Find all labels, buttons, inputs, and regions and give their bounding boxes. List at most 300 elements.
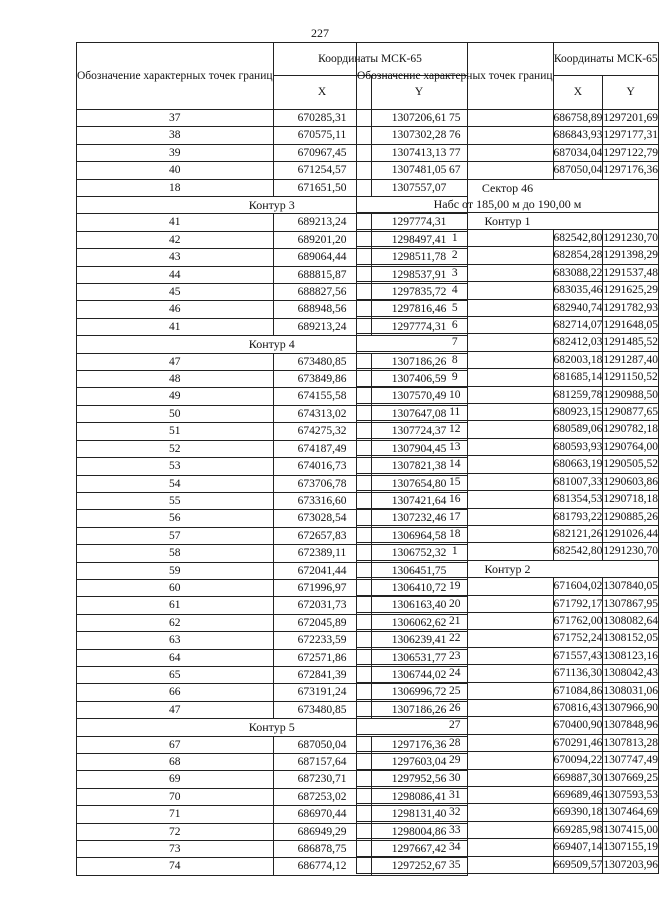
table-row xyxy=(357,856,659,873)
x-coordinate-cell: 672571,86 xyxy=(273,649,371,666)
point-id-cell: 17 xyxy=(357,508,554,525)
point-id-cell: 50 xyxy=(77,405,274,422)
point-id-cell: 8 xyxy=(357,351,554,368)
section-heading-line: Сектор 46 xyxy=(481,180,534,195)
y-coordinate-cell: 1307570,49 xyxy=(371,388,467,405)
coordinates-table-right xyxy=(356,42,659,874)
x-coordinate-cell: 670291,46 xyxy=(553,734,603,751)
point-id-cell: 46 xyxy=(77,301,274,318)
table-row xyxy=(357,491,659,508)
y-coordinate-cell: 1290603,86 xyxy=(603,473,659,490)
point-id-cell: 69 xyxy=(77,771,274,788)
point-id-cell: 13 xyxy=(357,438,554,455)
x-coordinate-cell: 682940,74 xyxy=(553,299,603,316)
x-coordinate-cell: 686878,75 xyxy=(273,841,371,858)
x-coordinate-cell: 682542,80 xyxy=(553,543,603,560)
point-id-cell: 4 xyxy=(357,282,554,299)
x-coordinate-cell: 687253,02 xyxy=(273,788,371,805)
point-id-cell: 71 xyxy=(77,806,274,823)
x-coordinate-cell: 674187,49 xyxy=(273,440,371,457)
point-id-cell: 51 xyxy=(77,423,274,440)
point-id-cell: 45 xyxy=(77,284,274,301)
point-id-cell: 10 xyxy=(357,386,554,403)
y-coordinate-cell: 1306451,75 xyxy=(371,562,467,579)
x-coordinate-cell: 686758,89 xyxy=(553,110,603,127)
table-row xyxy=(357,752,659,769)
y-coordinate-cell: 1297774,31 xyxy=(371,214,467,231)
x-coordinate-cell: 687157,64 xyxy=(273,753,371,770)
y-coordinate-cell: 1297816,46 xyxy=(371,301,467,318)
x-coordinate-cell: 680923,15 xyxy=(553,404,603,421)
page-number: 227 xyxy=(311,26,329,40)
y-coordinate-cell: 1307413,13 xyxy=(371,144,467,161)
x-coordinate-cell: 671762,00 xyxy=(553,612,603,629)
point-id-cell: 22 xyxy=(357,630,554,647)
point-id-cell: 67 xyxy=(77,736,274,753)
y-coordinate-cell: 1290505,52 xyxy=(603,456,659,473)
table-row xyxy=(357,647,659,664)
point-id-cell: 33 xyxy=(357,821,554,838)
point-id-cell: 72 xyxy=(77,823,274,840)
point-id-cell: 44 xyxy=(77,266,274,283)
y-coordinate-cell: 1306752,32 xyxy=(371,545,467,562)
y-coordinate-cell: 1291648,05 xyxy=(603,317,659,334)
x-coordinate-cell: 673480,85 xyxy=(273,701,371,718)
point-id-cell: 62 xyxy=(77,614,274,631)
table-row xyxy=(357,386,659,403)
x-coordinate-cell: 673191,24 xyxy=(273,684,371,701)
x-coordinate-cell: 671084,86 xyxy=(553,682,603,699)
x-coordinate-cell: 680593,93 xyxy=(553,438,603,455)
table-row xyxy=(357,369,659,386)
point-id-cell: 37 xyxy=(77,110,274,127)
point-id-cell: 47 xyxy=(77,353,274,370)
table-row xyxy=(357,612,659,629)
x-coordinate-cell: 669407,14 xyxy=(553,839,603,856)
section-heading-line: Контур 2 xyxy=(484,561,531,576)
y-coordinate-cell: 1307840,05 xyxy=(603,578,659,595)
y-coordinate-cell: 1291625,29 xyxy=(603,282,659,299)
y-coordinate-cell: 1308152,05 xyxy=(603,630,659,647)
point-id-cell: 68 xyxy=(77,753,274,770)
x-coordinate-cell: 682854,28 xyxy=(553,247,603,264)
point-id-cell: 48 xyxy=(77,371,274,388)
x-coordinate-cell: 674155,58 xyxy=(273,388,371,405)
section-heading-line: Контур 5 xyxy=(248,720,295,735)
y-coordinate-cell: 1307557,07 xyxy=(371,179,467,196)
point-id-cell: 52 xyxy=(77,440,274,457)
point-id-cell: 54 xyxy=(77,475,274,492)
table-row xyxy=(357,264,659,281)
x-coordinate-cell: 689213,24 xyxy=(273,214,371,231)
y-coordinate-cell: 1306163,40 xyxy=(371,597,467,614)
table-row xyxy=(357,404,659,421)
x-coordinate-cell: 682121,26 xyxy=(553,525,603,542)
point-id-cell: 41 xyxy=(77,318,274,335)
point-id-cell: 73 xyxy=(77,841,274,858)
point-id-cell: 57 xyxy=(77,527,274,544)
x-coordinate-cell: 670400,90 xyxy=(553,717,603,734)
x-coordinate-cell: 672031,73 xyxy=(273,597,371,614)
y-coordinate-cell: 1307464,69 xyxy=(603,804,659,821)
x-coordinate-cell: 686843,93 xyxy=(553,127,603,144)
y-coordinate-cell: 1297176,36 xyxy=(603,162,659,179)
point-id-cell: 20 xyxy=(357,595,554,612)
x-coordinate-cell: 674313,02 xyxy=(273,405,371,422)
x-coordinate-cell: 687034,04 xyxy=(553,144,603,161)
y-coordinate-cell: 1297252,67 xyxy=(371,858,467,875)
x-coordinate-cell: 670575,11 xyxy=(273,127,371,144)
header-y: Y xyxy=(371,76,467,110)
x-coordinate-cell: 687050,04 xyxy=(273,736,371,753)
point-id-cell: 1 xyxy=(357,230,554,247)
point-id-cell: 24 xyxy=(357,665,554,682)
point-id-cell: 53 xyxy=(77,458,274,475)
x-coordinate-cell: 686949,29 xyxy=(273,823,371,840)
point-id-cell: 56 xyxy=(77,510,274,527)
table-row xyxy=(357,665,659,682)
header-x: X xyxy=(273,76,371,110)
x-coordinate-cell: 687230,71 xyxy=(273,771,371,788)
y-coordinate-cell: 1306239,41 xyxy=(371,632,467,649)
y-coordinate-cell: 1290718,18 xyxy=(603,491,659,508)
x-coordinate-cell: 670285,31 xyxy=(273,110,371,127)
x-coordinate-cell: 682542,80 xyxy=(553,230,603,247)
point-id-cell: 1 xyxy=(357,543,554,560)
x-coordinate-cell: 671651,50 xyxy=(273,179,371,196)
header-designation: Обозначение характерных точек границ xyxy=(77,43,274,110)
x-coordinate-cell: 673706,78 xyxy=(273,475,371,492)
point-id-cell: 67 xyxy=(357,162,554,179)
x-coordinate-cell: 672389,11 xyxy=(273,545,371,562)
y-coordinate-cell: 1297835,72 xyxy=(371,284,467,301)
point-id-cell: 77 xyxy=(357,144,554,161)
table-row xyxy=(357,144,659,161)
table-row xyxy=(357,247,659,264)
y-coordinate-cell: 1291230,70 xyxy=(603,543,659,560)
y-coordinate-cell: 1298537,91 xyxy=(371,266,467,283)
y-coordinate-cell: 1307848,96 xyxy=(603,717,659,734)
y-coordinate-cell: 1307421,64 xyxy=(371,492,467,509)
header-designation: Обозначение характерных точек границ xyxy=(357,43,554,110)
point-id-cell: 55 xyxy=(77,492,274,509)
point-id-cell: 59 xyxy=(77,562,274,579)
point-id-cell: 30 xyxy=(357,769,554,786)
y-coordinate-cell: 1297774,31 xyxy=(371,318,467,335)
y-coordinate-cell: 1307821,38 xyxy=(371,458,467,475)
x-coordinate-cell: 681685,14 xyxy=(553,369,603,386)
point-id-cell: 27 xyxy=(357,717,554,734)
x-coordinate-cell: 670816,43 xyxy=(553,699,603,716)
table-row xyxy=(357,456,659,473)
x-coordinate-cell: 672233,59 xyxy=(273,632,371,649)
x-coordinate-cell: 689213,24 xyxy=(273,318,371,335)
y-coordinate-cell: 1291026,44 xyxy=(603,525,659,542)
section-heading xyxy=(357,212,659,229)
y-coordinate-cell: 1290877,65 xyxy=(603,404,659,421)
point-id-cell: 3 xyxy=(357,264,554,281)
y-coordinate-cell: 1291485,52 xyxy=(603,334,659,351)
y-coordinate-cell: 1307232,46 xyxy=(371,510,467,527)
y-coordinate-cell: 1307669,25 xyxy=(603,769,659,786)
table-row xyxy=(357,787,659,804)
point-id-cell: 75 xyxy=(357,110,554,127)
point-id-cell: 12 xyxy=(357,421,554,438)
x-coordinate-cell: 671792,17 xyxy=(553,595,603,612)
y-coordinate-cell: 1307186,26 xyxy=(371,353,467,370)
section-heading-row xyxy=(357,179,659,212)
y-coordinate-cell: 1298086,41 xyxy=(371,788,467,805)
table-row xyxy=(357,351,659,368)
y-coordinate-cell: 1307302,28 xyxy=(371,127,467,144)
x-coordinate-cell: 674016,73 xyxy=(273,458,371,475)
x-coordinate-cell: 670967,45 xyxy=(273,144,371,161)
header-coordinates: Координаты МСК-65 xyxy=(553,43,659,76)
y-coordinate-cell: 1307747,49 xyxy=(603,752,659,769)
y-coordinate-cell: 1306964,58 xyxy=(371,527,467,544)
y-coordinate-cell: 1307415,00 xyxy=(603,821,659,838)
y-coordinate-cell: 1307481,05 xyxy=(371,162,467,179)
y-coordinate-cell: 1307867,95 xyxy=(603,595,659,612)
y-coordinate-cell: 1307203,96 xyxy=(603,856,659,873)
y-coordinate-cell: 1298004,86 xyxy=(371,823,467,840)
table-row xyxy=(357,595,659,612)
x-coordinate-cell: 686774,12 xyxy=(273,858,371,875)
point-id-cell: 11 xyxy=(357,404,554,421)
point-id-cell: 70 xyxy=(77,788,274,805)
y-coordinate-cell: 1291537,48 xyxy=(603,264,659,281)
x-coordinate-cell: 683088,22 xyxy=(553,264,603,281)
x-coordinate-cell: 671557,43 xyxy=(553,647,603,664)
section-heading-row xyxy=(357,560,659,577)
y-coordinate-cell: 1291398,29 xyxy=(603,247,659,264)
x-coordinate-cell: 672657,83 xyxy=(273,527,371,544)
x-coordinate-cell: 687050,04 xyxy=(553,162,603,179)
table-row xyxy=(357,699,659,716)
point-id-cell: 29 xyxy=(357,752,554,769)
point-id-cell: 26 xyxy=(357,699,554,716)
point-id-cell: 21 xyxy=(357,612,554,629)
x-coordinate-cell: 682003,18 xyxy=(553,351,603,368)
x-coordinate-cell: 669390,18 xyxy=(553,804,603,821)
x-coordinate-cell: 670094,22 xyxy=(553,752,603,769)
x-coordinate-cell: 673028,54 xyxy=(273,510,371,527)
table-row xyxy=(357,630,659,647)
x-coordinate-cell: 672045,89 xyxy=(273,614,371,631)
y-coordinate-cell: 1307206,61 xyxy=(371,110,467,127)
table-row xyxy=(357,821,659,838)
point-id-cell: 18 xyxy=(357,525,554,542)
y-coordinate-cell: 1291782,93 xyxy=(603,299,659,316)
table-row xyxy=(357,317,659,334)
y-coordinate-cell: 1308042,43 xyxy=(603,665,659,682)
table-row xyxy=(357,334,659,351)
section-heading-line: Контур 4 xyxy=(248,337,295,352)
point-id-cell: 32 xyxy=(357,804,554,821)
table-row xyxy=(357,421,659,438)
y-coordinate-cell: 1297667,42 xyxy=(371,841,467,858)
y-coordinate-cell: 1291230,70 xyxy=(603,230,659,247)
y-coordinate-cell: 1298497,41 xyxy=(371,231,467,248)
y-coordinate-cell: 1307155,19 xyxy=(603,839,659,856)
header-coordinates: Координаты МСК-65 xyxy=(273,43,467,76)
point-id-cell: 14 xyxy=(357,456,554,473)
point-id-cell: 25 xyxy=(357,682,554,699)
table-row xyxy=(357,682,659,699)
table-row xyxy=(357,438,659,455)
table-row xyxy=(357,282,659,299)
point-id-cell: 61 xyxy=(77,597,274,614)
x-coordinate-cell: 673849,86 xyxy=(273,371,371,388)
x-coordinate-cell: 681793,22 xyxy=(553,508,603,525)
y-coordinate-cell: 1297201,69 xyxy=(603,110,659,127)
table-row xyxy=(357,734,659,751)
x-coordinate-cell: 680663,19 xyxy=(553,456,603,473)
x-coordinate-cell: 681007,33 xyxy=(553,473,603,490)
y-coordinate-cell: 1308123,16 xyxy=(603,647,659,664)
y-coordinate-cell: 1307593,53 xyxy=(603,787,659,804)
y-coordinate-cell: 1308031,06 xyxy=(603,682,659,699)
x-coordinate-cell: 669285,98 xyxy=(553,821,603,838)
y-coordinate-cell: 1307724,37 xyxy=(371,423,467,440)
x-coordinate-cell: 686970,44 xyxy=(273,806,371,823)
point-id-cell: 6 xyxy=(357,317,554,334)
header-x: X xyxy=(553,76,603,110)
y-coordinate-cell: 1306410,72 xyxy=(371,579,467,596)
point-id-cell: 60 xyxy=(77,579,274,596)
y-coordinate-cell: 1307813,28 xyxy=(603,734,659,751)
point-id-cell: 63 xyxy=(77,632,274,649)
point-id-cell: 38 xyxy=(77,127,274,144)
x-coordinate-cell: 681354,53 xyxy=(553,491,603,508)
table-row xyxy=(357,508,659,525)
point-id-cell: 2 xyxy=(357,247,554,264)
section-heading-line: Набс от 185,00 м до 190,00 м xyxy=(433,196,582,211)
section-heading-row xyxy=(357,212,659,229)
table-row xyxy=(357,769,659,786)
x-coordinate-cell: 671996,97 xyxy=(273,579,371,596)
table-row xyxy=(357,543,659,560)
section-heading xyxy=(357,560,659,577)
x-coordinate-cell: 669887,30 xyxy=(553,769,603,786)
point-id-cell: 49 xyxy=(77,388,274,405)
table-row xyxy=(357,804,659,821)
x-coordinate-cell: 689064,44 xyxy=(273,249,371,266)
x-coordinate-cell: 673316,60 xyxy=(273,492,371,509)
x-coordinate-cell: 688827,56 xyxy=(273,284,371,301)
point-id-cell: 5 xyxy=(357,299,554,316)
section-heading xyxy=(357,179,659,212)
point-id-cell: 7 xyxy=(357,334,554,351)
x-coordinate-cell: 671254,57 xyxy=(273,162,371,179)
point-id-cell: 65 xyxy=(77,666,274,683)
table-row xyxy=(357,839,659,856)
x-coordinate-cell: 680589,06 xyxy=(553,421,603,438)
y-coordinate-cell: 1298511,78 xyxy=(371,249,467,266)
x-coordinate-cell: 681259,78 xyxy=(553,386,603,403)
x-coordinate-cell: 669689,46 xyxy=(553,787,603,804)
x-coordinate-cell: 669509,57 xyxy=(553,856,603,873)
y-coordinate-cell: 1297603,04 xyxy=(371,753,467,770)
x-coordinate-cell: 671604,02 xyxy=(553,578,603,595)
y-coordinate-cell: 1306996,72 xyxy=(371,684,467,701)
section-heading-line: Контур 3 xyxy=(248,198,295,213)
y-coordinate-cell: 1307186,26 xyxy=(371,701,467,718)
x-coordinate-cell: 671752,24 xyxy=(553,630,603,647)
section-heading-line: Контур 1 xyxy=(484,213,531,228)
y-coordinate-cell: 1306062,62 xyxy=(371,614,467,631)
x-coordinate-cell: 671136,30 xyxy=(553,665,603,682)
x-coordinate-cell: 673480,85 xyxy=(273,353,371,370)
x-coordinate-cell: 672841,39 xyxy=(273,666,371,683)
table-row xyxy=(357,299,659,316)
x-coordinate-cell: 689201,20 xyxy=(273,231,371,248)
x-coordinate-cell: 688815,87 xyxy=(273,266,371,283)
table-row xyxy=(357,717,659,734)
point-id-cell: 47 xyxy=(77,701,274,718)
x-coordinate-cell: 672041,44 xyxy=(273,562,371,579)
table-row xyxy=(357,473,659,490)
table-row xyxy=(357,525,659,542)
y-coordinate-cell: 1290764,00 xyxy=(603,438,659,455)
point-id-cell: 34 xyxy=(357,839,554,856)
point-id-cell: 64 xyxy=(77,649,274,666)
point-id-cell: 18 xyxy=(77,179,274,196)
point-id-cell: 58 xyxy=(77,545,274,562)
y-coordinate-cell: 1297952,56 xyxy=(371,771,467,788)
table-row xyxy=(357,127,659,144)
point-id-cell: 66 xyxy=(77,684,274,701)
point-id-cell: 15 xyxy=(357,473,554,490)
point-id-cell: 31 xyxy=(357,787,554,804)
x-coordinate-cell: 682714,07 xyxy=(553,317,603,334)
table-row xyxy=(357,110,659,127)
point-id-cell: 41 xyxy=(77,214,274,231)
point-id-cell: 74 xyxy=(77,858,274,875)
x-coordinate-cell: 688948,56 xyxy=(273,301,371,318)
y-coordinate-cell: 1307654,80 xyxy=(371,475,467,492)
point-id-cell: 19 xyxy=(357,578,554,595)
point-id-cell: 9 xyxy=(357,369,554,386)
x-coordinate-cell: 682412,03 xyxy=(553,334,603,351)
y-coordinate-cell: 1290885,26 xyxy=(603,508,659,525)
point-id-cell: 35 xyxy=(357,856,554,873)
x-coordinate-cell: 674275,32 xyxy=(273,423,371,440)
point-id-cell: 16 xyxy=(357,491,554,508)
point-id-cell: 76 xyxy=(357,127,554,144)
point-id-cell: 40 xyxy=(77,162,274,179)
table-row xyxy=(357,162,659,179)
y-coordinate-cell: 1290988,50 xyxy=(603,386,659,403)
y-coordinate-cell: 1297177,31 xyxy=(603,127,659,144)
point-id-cell: 42 xyxy=(77,231,274,248)
point-id-cell: 28 xyxy=(357,734,554,751)
header-y: Y xyxy=(603,76,659,110)
y-coordinate-cell: 1306531,77 xyxy=(371,649,467,666)
y-coordinate-cell: 1306744,02 xyxy=(371,666,467,683)
y-coordinate-cell: 1307647,08 xyxy=(371,405,467,422)
y-coordinate-cell: 1307904,45 xyxy=(371,440,467,457)
y-coordinate-cell: 1308082,64 xyxy=(603,612,659,629)
y-coordinate-cell: 1297122,79 xyxy=(603,144,659,161)
table-row xyxy=(357,230,659,247)
y-coordinate-cell: 1291150,52 xyxy=(603,369,659,386)
y-coordinate-cell: 1297176,36 xyxy=(371,736,467,753)
y-coordinate-cell: 1290782,18 xyxy=(603,421,659,438)
y-coordinate-cell: 1307966,90 xyxy=(603,699,659,716)
table-row xyxy=(357,578,659,595)
y-coordinate-cell: 1291287,40 xyxy=(603,351,659,368)
